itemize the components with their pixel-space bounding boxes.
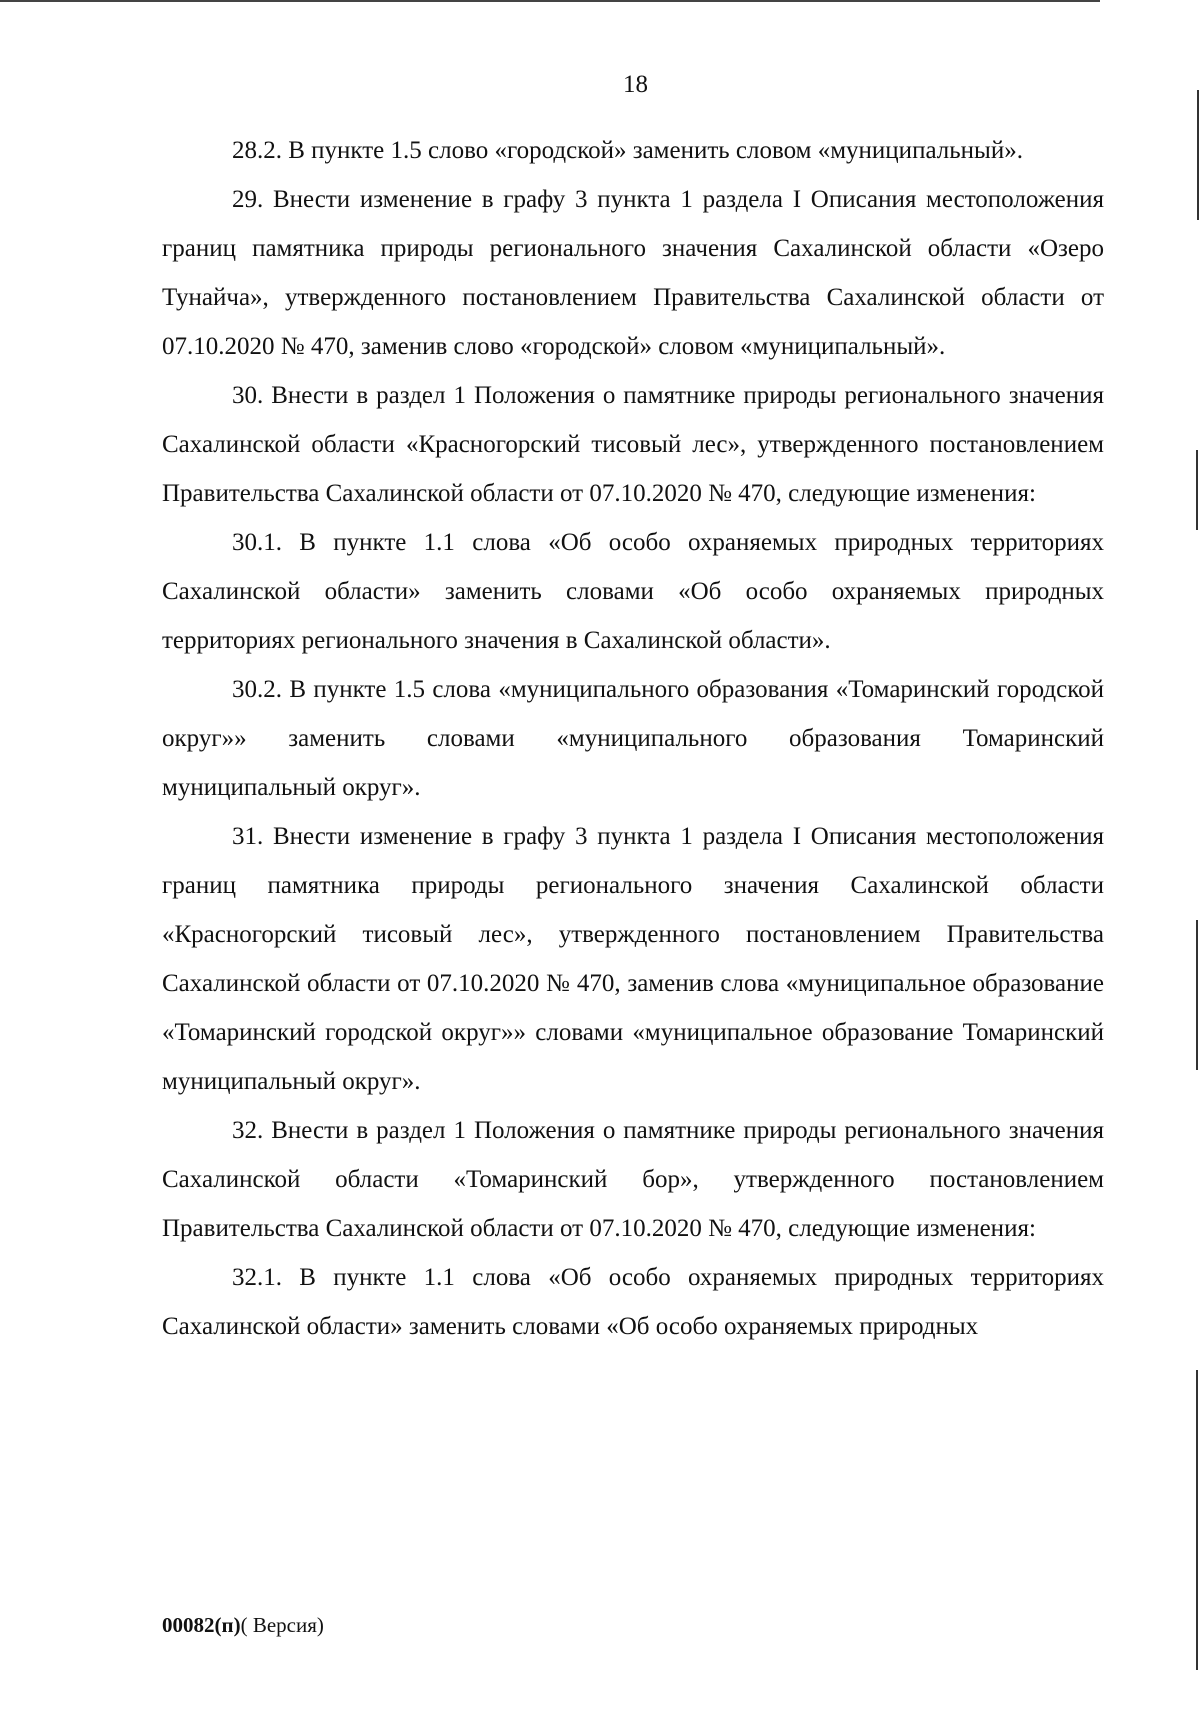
paragraph-29: 29. Внести изменение в графу 3 пункта 1 раздела I Описания местоположения границ памятника природы регионального значения Сахалинской области «Озеро Тунайча», утвержденного постановлением Правительства Сахалинской области от 07.10.2020 № 470, заменив слово «городской» словом «муниципальный». [162,186,1104,360]
paragraph-31: 31. Внести изменение в графу 3 пункта 1 раздела I Описания местоположения границ памятника природы регионального значения Сахалинской области «Красногорский тисовый лес», утвержденного постановлением Правительства Сахалинской области от 07.10.2020 № 470, заменив слова «муниципальное образование «Томаринский городской округ»» словами «муниципальное образование Томаринский муниципальный округ». [162,823,1104,1095]
scan-edge-artifact [1196,450,1198,530]
paragraph-30-1: 30.1. В пункте 1.1 слова «Об особо охраняемых природных территориях Сахалинской области» заменить словами «Об особо охраняемых природных территориях регионального значения в Сахалинской области». [162,529,1104,654]
paragraph-30-2: 30.2. В пункте 1.5 слова «муниципального образования «Томаринский городской округ»» заменить словами «муниципального образования Томаринский муниципальный округ». [162,676,1104,801]
scan-edge-artifact [1196,1370,1198,1670]
paragraph-32: 32. Внести в раздел 1 Положения о памятнике природы регионального значения Сахалинской области «Томаринский бор», утвержденного постановлением Правительства Сахалинской области от 07.10.2020 № 470, следующие изменения: [162,1117,1104,1242]
paragraph-32-1: 32.1. В пункте 1.1 слова «Об особо охраняемых природных территориях Сахалинской области» заменить словами «Об особо охраняемых природных [162,1264,1104,1340]
paragraph-28-2: 28.2. В пункте 1.5 слово «городской» заменить словом «муниципальный». [232,137,1023,164]
top-border-line [0,0,1100,2]
document-footer [162,1611,324,1639]
document-version: ( Версия) [240,1613,324,1637]
scan-edge-artifact [1196,920,1198,1070]
paragraph-30: 30. Внести в раздел 1 Положения о памятнике природы регионального значения Сахалинской области «Красногорский тисовый лес», утвержденного постановлением Правительства Сахалинской области от 07.10.2020 № 470, следующие изменения: [162,382,1104,507]
document-code: 00082(п) [162,1613,241,1637]
page-number: 18 [623,71,648,98]
document-body [162,126,1104,1351]
scan-edge-artifact [1197,90,1199,220]
